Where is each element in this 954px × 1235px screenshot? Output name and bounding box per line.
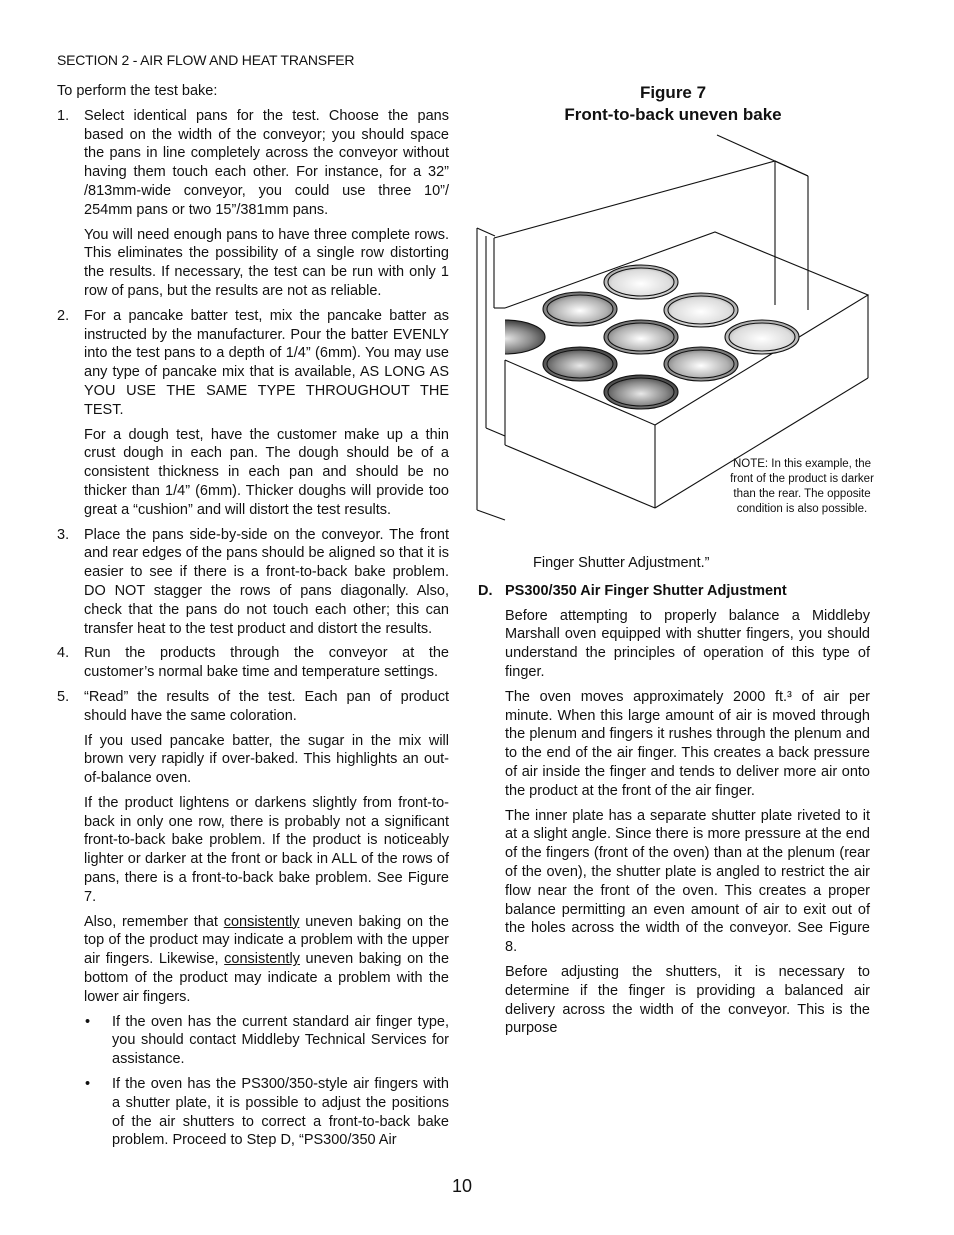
step-text: Select identical pans for the test. Choose the pans based on the width of the conveyor; you should space the pans in line completely across the conveyor without having them touch each other. For instance, for a 32” /813mm-wide conveyor, you could use three 10”/ 254mm pans or two 15”/381mm pans. <box>84 107 449 218</box>
step-text: “Read” the results of the test. Each pan of product should have the same coloration. <box>84 688 449 724</box>
bullet-text: If the oven has the PS300/350-style air fingers with a shutter plate, it is possible to adjust the positions of the air shutters to correct a front-to-back bake problem. Proceed to Step D, “PS300/350 Air <box>112 1076 449 1149</box>
section-d-number: D. <box>478 582 493 599</box>
step-5-note-a: If you used pancake batter, the sugar in the mix will brown very rapidly if over-baked. This highlights an out-of-balance oven. <box>84 732 449 787</box>
step-text: Place the pans side-by-side on the conveyor. The front and rear edges of the pans should be aligned so that it is easier to see if there is a front-to-back bake problem. DO NOT stagger the rows of pans diagonally. Also, check that the pans do not touch each other; this can transfer heat to the test product and distort the results. <box>84 526 449 637</box>
step-1 <box>57 107 449 220</box>
note-c-part1: Also, remember that <box>84 913 224 930</box>
step-2 <box>57 307 449 420</box>
step-4 <box>57 644 449 682</box>
paragraph-2: The oven moves approximately 2000 ft.³ of air per minute. When this large amount of air is moved through the plenum and fingers it rushes through the plenum and to the end of the air finger. This creates a back pressure of air inside the finger and tends to deliver more air onto the product at the front of the air finger. <box>505 688 870 799</box>
step-3 <box>57 526 449 639</box>
step-5-note-c <box>57 913 449 1007</box>
continuation-text: Finger Shutter Adjustment.” <box>533 555 710 571</box>
note-c-part2: uneven baking on the top of the product may indicate a problem with the upper air fingers. Likewise, <box>84 913 449 968</box>
figure-note: NOTE: In this example, the front of the product is darker than the rear. The opposite condition is also possible. <box>730 458 874 515</box>
figure-title <box>520 82 826 126</box>
emphasis-consistently: consistently <box>223 913 300 930</box>
bullet-item <box>57 1075 449 1150</box>
step-2-note: For a dough test, have the customer make up a thin crust dough in each pan. The dough should be of a consistent thickness in each pan and should be no thicker than 1/4” (6mm). Thicker doughs will provide too great a “cushion” and will distort the test results. <box>84 426 449 518</box>
note-c-part3: uneven baking on the bottom of the product may indicate a problem with the lower air fingers. <box>84 951 450 1005</box>
figure-number: Figure 7 <box>639 83 707 102</box>
paragraph-4: Before adjusting the shutters, it is necessary to determine if the finger is providing a balanced air delivery across the width of the conveyor. This is the purpose <box>505 963 870 1037</box>
step-text: For a pancake batter test, mix the pancake batter as instructed by the manufacturer. Pour the batter EVENLY into the test pans to a depth of 1/4” (6mm). You may use any type of pancake mix that is available, AS LONG AS YOU USE THE SAME TYPE THROUGHOUT THE TEST. <box>84 307 449 418</box>
page-number: 10 <box>451 1176 473 1196</box>
right-column <box>478 554 870 1044</box>
step-number: 5. <box>57 688 70 705</box>
step-number: 4. <box>57 645 70 662</box>
bullet-icon: • <box>85 1013 91 1030</box>
step-text: Run the products through the conveyor at the customer’s normal bake time and temperature settings. <box>84 645 449 681</box>
section-d-title: PS300/350 Air Finger Shutter Adjustment <box>505 582 787 599</box>
step-1-note: You will need enough pans to have three complete rows. This eliminates the possibility of a single row distorting the results. If necessary, the test can be run with only 1 row of pans, but the results are not as reliable. <box>84 226 449 299</box>
step-number: 1. <box>57 107 70 124</box>
intro-text: To perform the test bake: <box>57 83 218 99</box>
paragraph-3: The inner plate has a separate shutter plate riveted to it at a slight angle. Since there is more pressure at the end of the fingers (front of the oven) than at the plenum (rear of the oven), the shutter plate is angled to restrict the air flow near the front of the oven. This creates a proper balance permitting an even amount of air to exit out of the holes across the width of the conveyor. See Figure 8. <box>505 807 870 956</box>
step-5-note-b: If the product lightens or darkens slightly from front-to-back in only one row, there is probably not a significant front-to-back bake problem. If the product is noticeably lighter or darker at the front or back in ALL of the rows of pans, there is a front-to-back bake problem. See Figure 7. <box>84 794 449 905</box>
section-header: SECTION 2 - AIR FLOW AND HEAT TRANSFER <box>57 52 355 68</box>
bullet-item <box>57 1013 449 1069</box>
section-d-heading <box>478 582 870 601</box>
bullet-icon: • <box>85 1076 91 1093</box>
step-number: 2. <box>57 307 70 324</box>
emphasis-consistently: consistently <box>224 951 300 968</box>
bullet-text: If the oven has the current standard air finger type, you should contact Middleby Technical Services for assistance. <box>112 1013 449 1068</box>
step-5 <box>57 688 449 726</box>
figure-caption: Front-to-back uneven bake <box>564 105 782 124</box>
left-column <box>57 82 449 1156</box>
paragraph-1: Before attempting to properly balance a Middleby Marshall oven equipped with shutter fingers, you should understand the principles of operation of this type of finger. <box>505 607 870 680</box>
step-number: 3. <box>57 526 70 543</box>
